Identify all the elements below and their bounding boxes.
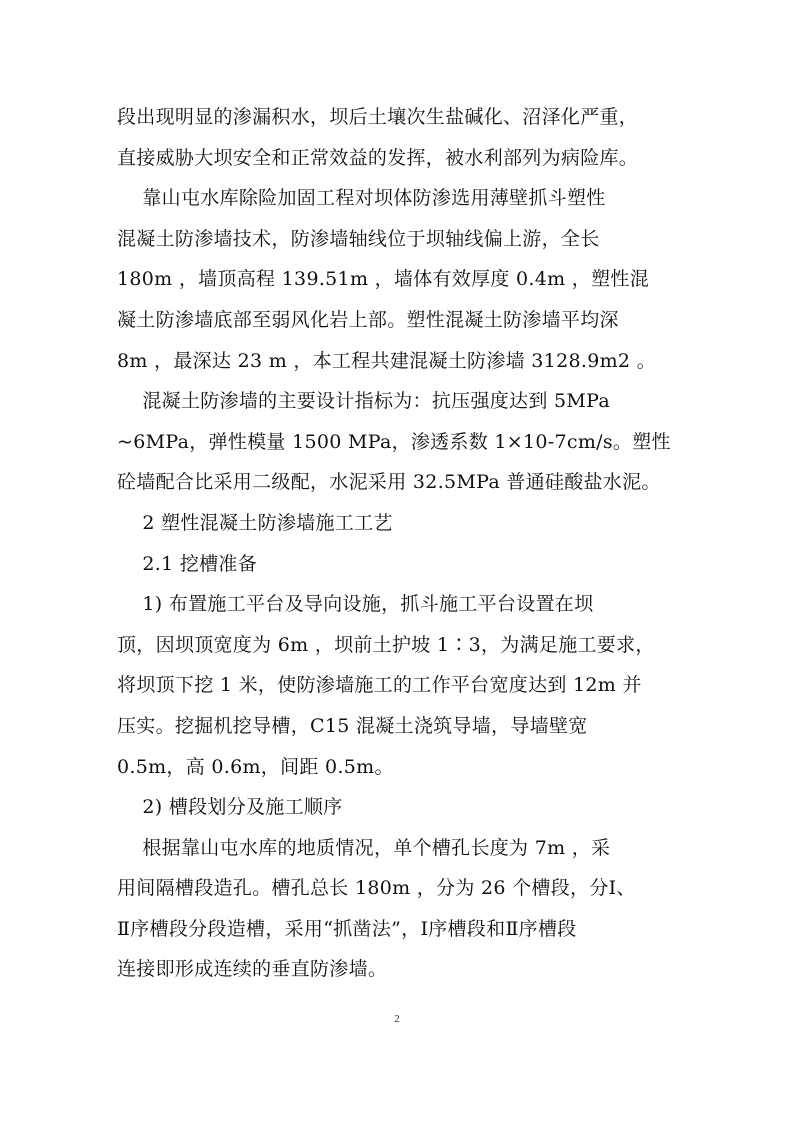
- text-line: 180m ，墙顶高程 139.51m ，墙体有效厚度 0.4m ，塑性混: [117, 268, 650, 291]
- text-line: 压实。挖掘机挖导槽，C15 混凝土浇筑导墙，导墙壁宽: [117, 714, 588, 737]
- text-line: 0.5m，高 0.6m，间距 0.5m。: [117, 755, 394, 778]
- text-line: 1) 布置施工平台及导向设施，抓斗施工平台设置在坝: [117, 593, 594, 616]
- text-line: 凝土防渗墙底部至弱风化岩上部。塑性混凝土防渗墙平均深: [117, 308, 619, 331]
- text-line: 直接威胁大坝安全和正常效益的发挥，被水利部列为病险库。: [117, 146, 639, 169]
- text-line: ~6MPa，弹性模量 1500 MPa，渗透系数 1×10-7cm/s。塑性: [117, 430, 671, 453]
- item-heading: 2) 槽段划分及施工顺序: [117, 796, 343, 819]
- text-line: 段出现明显的渗漏积水，坝后土壤次生盐碱化、沼泽化严重，: [117, 106, 639, 128]
- text-line: 用间隔槽段造孔。槽孔总长 180m ，分为 26 个槽段，分Ⅰ、: [117, 877, 636, 900]
- text-line: 砼墙配合比采用二级配，水泥采用 32.5MPa 普通硅酸盐水泥。: [117, 471, 661, 494]
- subsection-heading: 2.1 挖槽准备: [117, 552, 258, 575]
- text-line: 根据靠山屯水库的地质情况，单个槽孔长度为 7m ，采: [117, 836, 611, 859]
- text-line: 8m ，最深达 23 m ，本工程共建混凝土防渗墙 3128.9m2 。: [117, 349, 656, 372]
- text-line: 靠山屯水库除险加固工程对坝体防渗选用薄壁抓斗塑性: [117, 187, 606, 210]
- text-line: 混凝土防渗墙技术，防渗墙轴线位于坝轴线偏上游，全长: [117, 227, 600, 250]
- text-line: Ⅱ序槽段分段造槽，采用“抓凿法”，Ⅰ序槽段和Ⅱ序槽段: [117, 917, 577, 940]
- section-heading: 2 塑性混凝土防渗墙施工工艺: [117, 511, 393, 534]
- text-line: 混凝土防渗墙的主要设计指标为：抗压强度达到 5MPa: [117, 390, 610, 413]
- text-line: 连接即形成连续的垂直防渗墙。: [117, 958, 388, 981]
- body-text: [117, 97, 687, 990]
- page-number: 2: [394, 1013, 400, 1025]
- text-line: 将坝顶下挖 1 米，使防渗墙施工的工作平台宽度达到 12m 并: [117, 674, 642, 697]
- text-line: 顶，因坝顶宽度为 6m ，坝前土护坡 1∶3，为满足施工要求，: [117, 633, 655, 656]
